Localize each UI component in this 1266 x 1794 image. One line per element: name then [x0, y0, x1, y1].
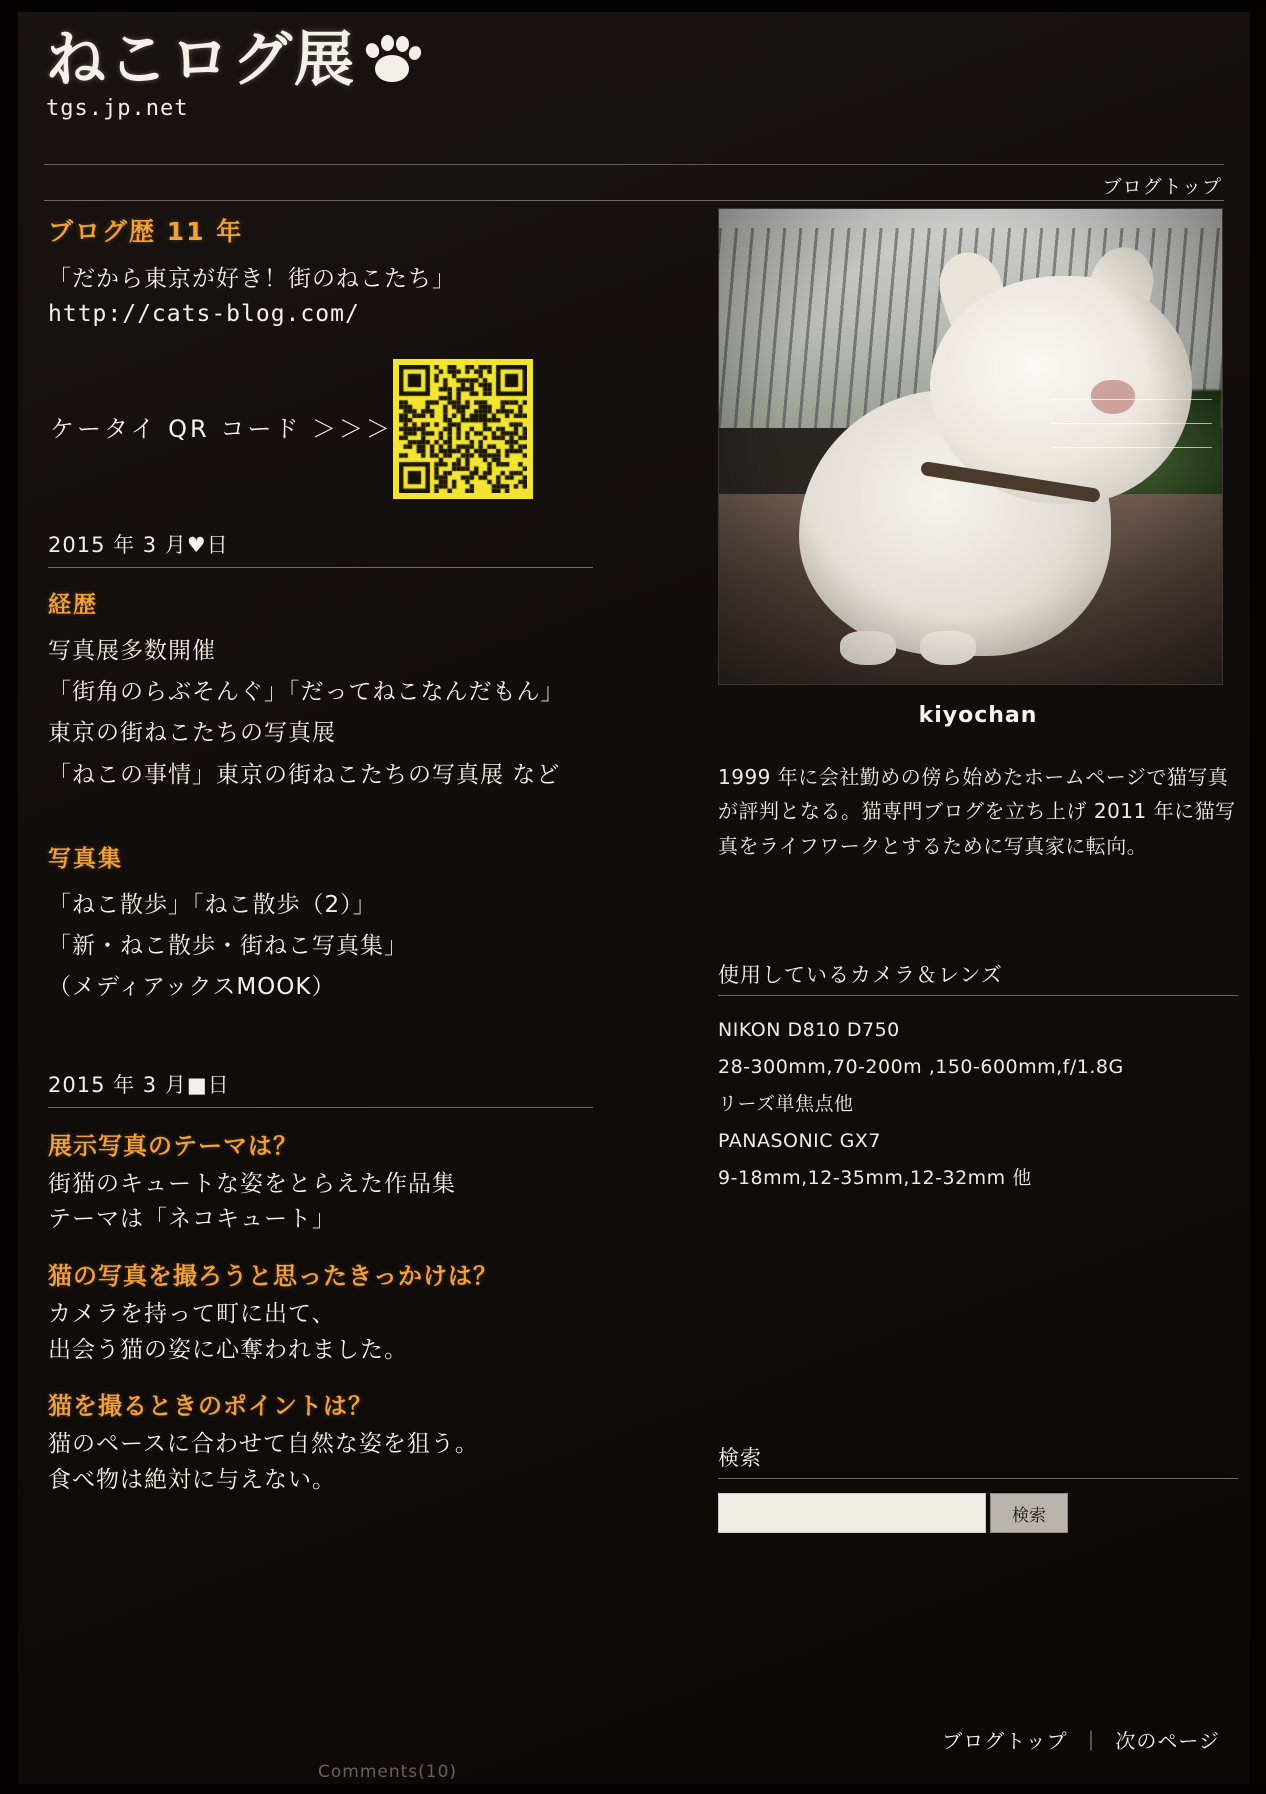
date-divider-2: [48, 1107, 593, 1108]
right-column: [718, 208, 1238, 1197]
blog-url[interactable]: http://cats-blog.com/: [48, 300, 360, 327]
blog-years-heading: ブログ歴 11 年: [48, 217, 244, 246]
qr-row: [48, 353, 668, 513]
bio-text: 1999 年に会社勤めの傍ら始めたホームページで猫写真が評判となる。猫専門ブログを立ち上げ 2011 年に猫写真をライフワークとするために写真家に転向。: [718, 765, 1236, 858]
career-line: 東京の街ねこたちの写真展: [48, 720, 336, 747]
date-line-1: 2015 年 3 月♥日: [48, 532, 229, 557]
page-edge-left: [0, 0, 18, 1794]
site-url: tgs.jp.net: [46, 96, 189, 121]
gear-section: [718, 959, 1238, 1197]
page-edge-right: [1250, 0, 1266, 1794]
gear-heading: 使用しているカメラ＆レンズ: [718, 963, 1003, 988]
footer-separator: ｜: [1081, 1729, 1103, 1753]
gear-line: 28-300mm,70-200m ,150-600mm,f/1.8G: [718, 1056, 1124, 1079]
gear-divider: [718, 995, 1238, 996]
site-title: ねこログ展: [46, 25, 356, 95]
career-section: [48, 586, 668, 794]
comments-count: Comments(10): [318, 1762, 458, 1782]
qa-answer-line: テーマは「ネコキュート」: [48, 1206, 336, 1233]
search-button[interactable]: 検索: [990, 1493, 1068, 1533]
left-column: [48, 212, 668, 1499]
search-label: 検索: [718, 1446, 762, 1470]
qa-answer-line: 食べ物は絶対に与えない。: [48, 1466, 336, 1493]
spacer: [48, 1013, 668, 1053]
qa-question: 猫を撮るときのポイントは？: [48, 1392, 373, 1421]
search-divider: [718, 1478, 1238, 1479]
books-section: [48, 840, 668, 1007]
page-edge-top: [0, 0, 1266, 12]
qa-question: 展示写真のテーマは？: [48, 1131, 298, 1160]
paw-print-icon: [362, 33, 424, 87]
qa-answer-line: 猫のペースに合わせて自然な姿を狙う。: [48, 1431, 479, 1458]
books-line: 「ねこ散歩」「ねこ散歩（2）」: [48, 891, 377, 918]
footer-blogtop-link[interactable]: ブログトップ: [942, 1729, 1068, 1753]
footer-next-page-link[interactable]: 次のページ: [1115, 1729, 1220, 1753]
gear-line: 9-18mm,12-35mm,12-32mm 他: [718, 1167, 1032, 1190]
header-divider: [44, 164, 1224, 165]
blog-title: 「だから東京が好き！街のねこたち」: [48, 266, 456, 292]
gear-line: NIKON D810 D750: [718, 1019, 900, 1042]
blogtop-link-top[interactable]: ブログトップ: [1102, 176, 1222, 198]
masthead: [46, 25, 424, 121]
site-title-row: [46, 25, 424, 95]
qa-question: 猫の写真を撮ろうと思ったきっかけは？: [48, 1261, 498, 1290]
qa-answer-line: 出会う猫の姿に心奪われました。: [48, 1336, 408, 1363]
footer-links: [942, 1725, 1220, 1754]
career-line: 「ねこの事情」東京の街ねこたちの写真展 など: [48, 761, 561, 788]
photo-caption: kiyochan: [918, 703, 1038, 728]
search-input[interactable]: [718, 1493, 986, 1533]
qr-label: ケータイ QR コード ＞＞＞: [50, 414, 393, 443]
books-heading: 写真集: [48, 845, 123, 872]
books-line: （メディアックスMOOK）: [48, 974, 336, 1001]
career-line: 写真展多数開催: [48, 637, 216, 664]
search-section: [718, 1442, 1238, 1533]
header-divider-2: [44, 200, 1224, 201]
qr-code: [393, 359, 533, 499]
gear-line: PANASONIC GX7: [718, 1130, 881, 1153]
date-line-2: 2015 年 3 月■日: [48, 1072, 230, 1097]
spacer: [48, 800, 668, 840]
qa-section: [48, 1126, 668, 1499]
career-line: 「街角のらぶそんぐ」「だってねこなんだもん」: [48, 679, 565, 706]
page-edge-bottom: [0, 1784, 1266, 1794]
flyer-sheet: [18, 12, 1250, 1784]
gear-line: リーズ単焦点他: [718, 1093, 854, 1116]
qa-answer-line: カメラを持って町に出て、: [48, 1300, 336, 1327]
books-line: 「新・ねこ散歩・街ねこ写真集」: [48, 933, 408, 960]
cat-photo: [718, 208, 1223, 685]
qa-answer-line: 街猫のキュートな姿をとらえた作品集: [48, 1170, 456, 1197]
career-heading: 経歴: [48, 591, 98, 618]
date-divider-1: [48, 567, 593, 568]
search-row: [718, 1493, 1238, 1533]
